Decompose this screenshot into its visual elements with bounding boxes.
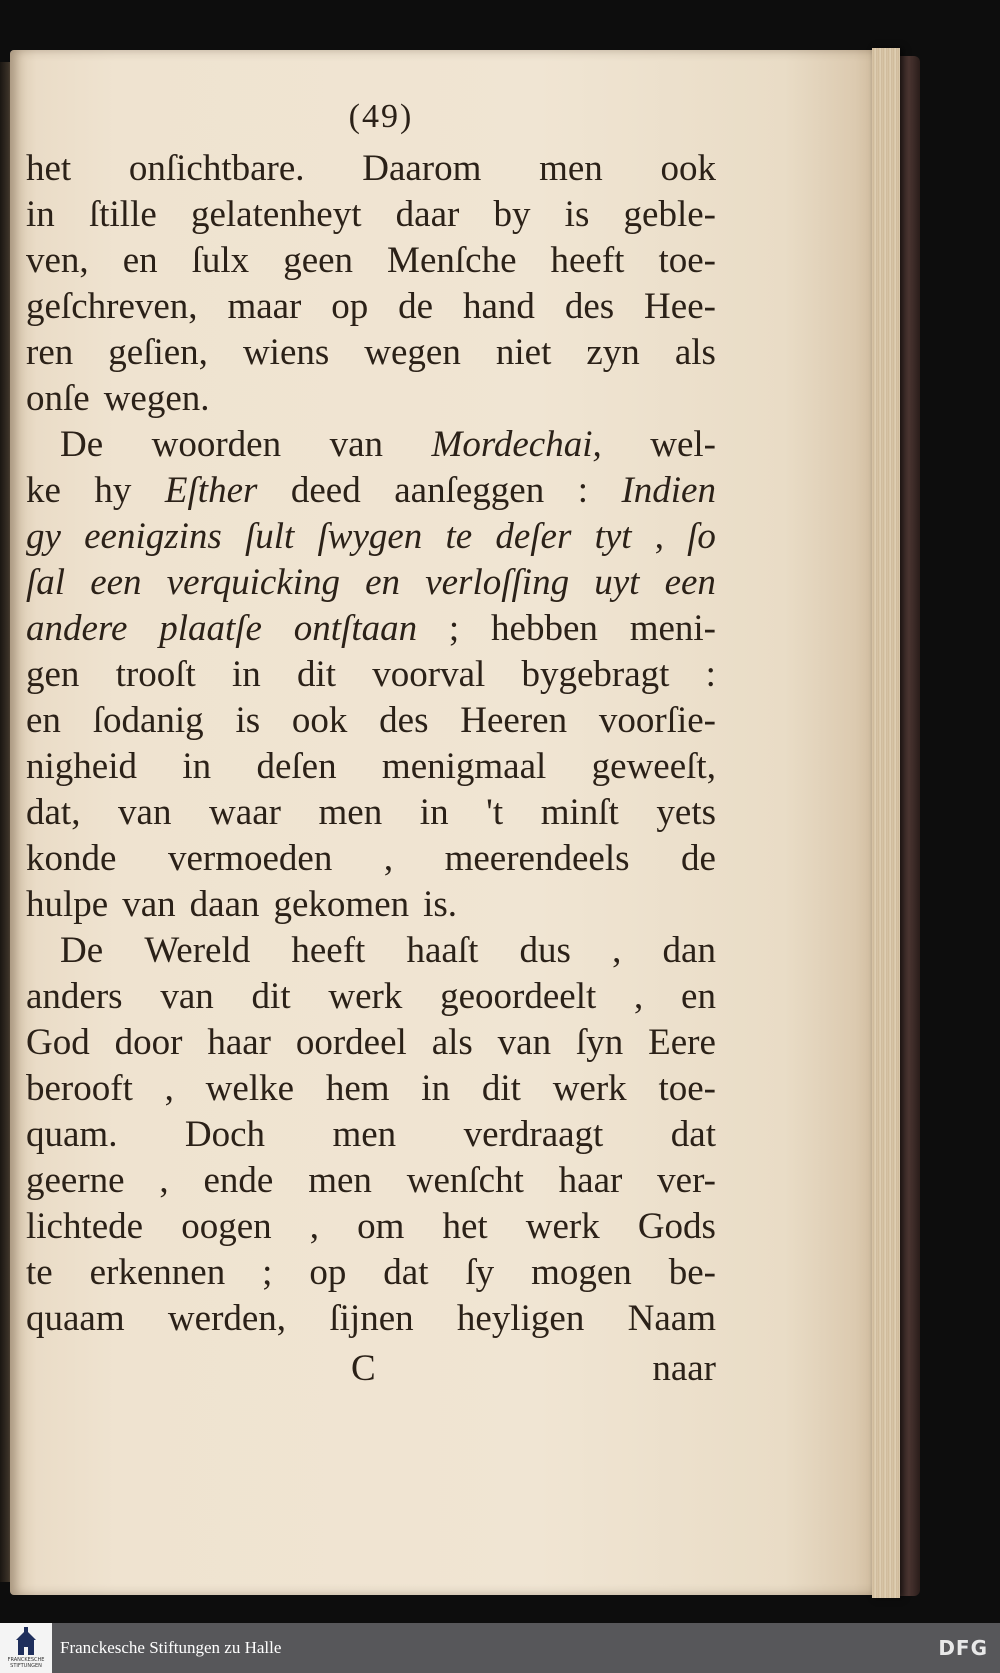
word: hebben bbox=[491, 608, 598, 649]
word: Wereld bbox=[144, 930, 251, 971]
word: God bbox=[26, 1022, 90, 1063]
text-line bbox=[26, 1066, 716, 1112]
word: door bbox=[114, 1022, 183, 1063]
word: is bbox=[564, 194, 590, 235]
word: van bbox=[118, 792, 172, 833]
word: andere bbox=[26, 608, 128, 649]
word: heyligen bbox=[456, 1298, 585, 1339]
word: haaſt bbox=[406, 930, 479, 971]
word: ſijnen bbox=[329, 1298, 414, 1339]
word: hem bbox=[325, 1068, 390, 1109]
word: in bbox=[419, 792, 449, 833]
text-line bbox=[26, 606, 716, 652]
text-line bbox=[26, 1112, 716, 1158]
word: ; bbox=[448, 608, 460, 649]
word: haar bbox=[558, 1160, 623, 1201]
word: in bbox=[182, 746, 212, 787]
word: berooft bbox=[26, 1068, 133, 1109]
text-line bbox=[26, 376, 716, 422]
word: men bbox=[539, 148, 603, 189]
word: meni- bbox=[629, 608, 716, 649]
word: is bbox=[235, 700, 261, 741]
word: geweeſt, bbox=[591, 746, 716, 787]
word: Daarom bbox=[362, 148, 482, 189]
word: men bbox=[332, 1114, 397, 1155]
word: haar bbox=[207, 1022, 271, 1063]
word: dit bbox=[481, 1068, 521, 1109]
viewer-footer-bar bbox=[0, 1623, 1000, 1673]
word: Heeren bbox=[460, 700, 568, 741]
word: quam. bbox=[26, 1114, 118, 1155]
word: heeft bbox=[550, 240, 625, 281]
word: , bbox=[309, 1206, 319, 1247]
text-line bbox=[26, 1296, 716, 1342]
word: dat, bbox=[26, 792, 81, 833]
word: ven, bbox=[26, 240, 89, 281]
text-line bbox=[26, 652, 716, 698]
word: Eſther bbox=[164, 470, 258, 511]
word: ook bbox=[291, 700, 348, 741]
word: deſen bbox=[256, 746, 337, 787]
word: het bbox=[26, 148, 72, 189]
word: mogen bbox=[531, 1252, 632, 1293]
book-cover-edge bbox=[898, 56, 920, 1596]
text-line bbox=[26, 468, 716, 514]
word: Gods bbox=[637, 1206, 716, 1247]
word: Hee- bbox=[644, 286, 716, 327]
word: in bbox=[26, 194, 55, 235]
word: dit bbox=[251, 976, 291, 1017]
word: wegen bbox=[364, 332, 461, 373]
word: op bbox=[309, 1252, 347, 1293]
catchword: naar bbox=[652, 1348, 716, 1389]
text-line bbox=[26, 698, 716, 744]
text-line bbox=[26, 146, 716, 192]
page-footer bbox=[26, 1346, 716, 1392]
page-text bbox=[26, 100, 716, 1392]
word: ende bbox=[203, 1160, 274, 1201]
word: gelatenheyt bbox=[190, 194, 362, 235]
word: konde bbox=[26, 838, 117, 879]
word: om bbox=[357, 1206, 405, 1247]
word: oordeel bbox=[295, 1022, 407, 1063]
word: verdraagt bbox=[463, 1114, 604, 1155]
page-stack-edge bbox=[872, 48, 900, 1598]
text-line bbox=[26, 836, 716, 882]
word: Eere bbox=[648, 1022, 716, 1063]
word: deed bbox=[290, 470, 361, 511]
word: en bbox=[122, 240, 158, 281]
word: toe- bbox=[658, 240, 716, 281]
text-line bbox=[26, 1204, 716, 1250]
word: voorſie- bbox=[598, 700, 716, 741]
word: geſchreven, bbox=[26, 286, 198, 327]
word: de bbox=[398, 286, 434, 327]
word: minſt bbox=[540, 792, 619, 833]
word: gekomen bbox=[273, 884, 410, 925]
word: nigheid bbox=[26, 746, 137, 787]
word: geſien, bbox=[108, 332, 208, 373]
word: een bbox=[90, 562, 142, 603]
word: onſe bbox=[26, 378, 90, 419]
word: lichtede bbox=[26, 1206, 144, 1247]
word: des bbox=[379, 700, 429, 741]
word: Indien bbox=[621, 470, 716, 511]
word: ſy bbox=[465, 1252, 495, 1293]
word: dus bbox=[519, 930, 571, 971]
text-line bbox=[26, 928, 716, 974]
word: ſtille bbox=[88, 194, 157, 235]
word: , bbox=[612, 930, 622, 971]
word: is. bbox=[423, 884, 458, 925]
word: De bbox=[60, 930, 104, 971]
word: onſichtbare. bbox=[128, 148, 305, 189]
text-line bbox=[26, 514, 716, 560]
word: in bbox=[232, 654, 261, 695]
word: quaam bbox=[26, 1298, 125, 1339]
text-line bbox=[26, 560, 716, 606]
word: daar bbox=[395, 194, 460, 235]
text-line bbox=[26, 882, 716, 928]
word: Menſche bbox=[387, 240, 517, 281]
word: hy bbox=[94, 470, 132, 511]
word: ke bbox=[26, 470, 61, 511]
word: men bbox=[318, 792, 383, 833]
text-line bbox=[26, 744, 716, 790]
word: van bbox=[122, 884, 176, 925]
word: niet bbox=[495, 332, 552, 373]
text-line bbox=[26, 330, 716, 376]
institution-name[interactable]: Franckesche Stiftungen zu Halle bbox=[60, 1638, 282, 1657]
word: welke bbox=[205, 1068, 295, 1109]
word: erkennen bbox=[89, 1252, 226, 1293]
orphanage-building-icon bbox=[15, 1627, 37, 1657]
word: het bbox=[442, 1206, 488, 1247]
word: ſult bbox=[244, 516, 295, 557]
word: menigmaal bbox=[381, 746, 547, 787]
word: verloſſing bbox=[425, 562, 570, 603]
word: ren bbox=[26, 332, 74, 373]
word: ſulx bbox=[191, 240, 250, 281]
word: : bbox=[705, 654, 716, 695]
word: waar bbox=[209, 792, 281, 833]
word: wel- bbox=[650, 424, 716, 465]
word: geerne bbox=[26, 1160, 125, 1201]
word: werk bbox=[552, 1068, 627, 1109]
word: wenſcht bbox=[406, 1160, 524, 1201]
word: Doch bbox=[184, 1114, 266, 1155]
word: en bbox=[681, 976, 716, 1017]
word: , bbox=[159, 1160, 169, 1201]
word: , bbox=[654, 516, 664, 557]
word: op bbox=[331, 286, 369, 327]
word: hand bbox=[463, 286, 535, 327]
word: maar bbox=[227, 286, 302, 327]
word: ver- bbox=[657, 1160, 716, 1201]
word: als bbox=[431, 1022, 473, 1063]
text-line bbox=[26, 192, 716, 238]
word: yets bbox=[656, 792, 716, 833]
word: daan bbox=[189, 884, 260, 925]
word: ontſtaan bbox=[293, 608, 418, 649]
word: en bbox=[26, 700, 61, 741]
word: Naam bbox=[627, 1298, 716, 1339]
word: een bbox=[664, 562, 716, 603]
text-line bbox=[26, 1158, 716, 1204]
word: gy bbox=[26, 516, 61, 557]
word: dit bbox=[297, 654, 337, 695]
word: , bbox=[164, 1068, 174, 1109]
word: van bbox=[160, 976, 214, 1017]
word: trooſt bbox=[115, 654, 196, 695]
word: by bbox=[493, 194, 531, 235]
word: wegen. bbox=[103, 378, 210, 419]
word: werk bbox=[525, 1206, 600, 1247]
word: tyt bbox=[594, 516, 632, 557]
text-line bbox=[26, 974, 716, 1020]
word: van bbox=[497, 1022, 552, 1063]
word: plaatſe bbox=[159, 608, 262, 649]
word: men bbox=[308, 1160, 372, 1201]
word: ſal bbox=[26, 562, 66, 603]
word: wiens bbox=[242, 332, 330, 373]
word: als bbox=[674, 332, 716, 373]
dfg-logo[interactable]: DFG bbox=[938, 1636, 988, 1660]
word: verquicking bbox=[166, 562, 340, 603]
institution-logo[interactable] bbox=[0, 1623, 52, 1673]
word: : bbox=[577, 470, 588, 511]
logo-caption: FRANCKESCHE STIFTUNGEN bbox=[7, 1657, 45, 1669]
text-line bbox=[26, 1250, 716, 1296]
word: ſwygen bbox=[317, 516, 423, 557]
word: anders bbox=[26, 976, 123, 1017]
word: werk bbox=[328, 976, 403, 1017]
word: woorden bbox=[151, 424, 282, 465]
word: vermoeden bbox=[167, 838, 333, 879]
word: des bbox=[564, 286, 615, 327]
word: voorval bbox=[372, 654, 486, 695]
text-lines bbox=[26, 146, 716, 1342]
word: 't bbox=[486, 792, 504, 833]
word: meerendeels bbox=[444, 838, 630, 879]
page-number: (49) bbox=[348, 98, 414, 135]
word: te bbox=[445, 516, 473, 557]
signature-mark: C bbox=[351, 1348, 376, 1389]
word: gen bbox=[26, 654, 80, 695]
word: de bbox=[681, 838, 716, 879]
word: ; bbox=[262, 1252, 273, 1293]
word: dat bbox=[383, 1252, 429, 1293]
word: geoordeelt bbox=[440, 976, 597, 1017]
word: De bbox=[60, 424, 104, 465]
word: aanſeggen bbox=[394, 470, 545, 511]
word: toe- bbox=[658, 1068, 716, 1109]
word: dan bbox=[662, 930, 716, 971]
word: ſyn bbox=[575, 1022, 624, 1063]
word: heeft bbox=[291, 930, 366, 971]
word: oogen bbox=[181, 1206, 272, 1247]
word: bygebragt bbox=[521, 654, 670, 695]
word: , bbox=[383, 838, 394, 879]
word: be- bbox=[668, 1252, 716, 1293]
word: dat bbox=[670, 1114, 716, 1155]
word: ook bbox=[660, 148, 716, 189]
text-line bbox=[26, 1020, 716, 1066]
word: ſo bbox=[687, 516, 716, 557]
word: eenigzins bbox=[84, 516, 222, 557]
word: Mordechai, bbox=[431, 424, 602, 465]
word: hulpe bbox=[26, 884, 109, 925]
word: geen bbox=[283, 240, 354, 281]
word: te bbox=[26, 1252, 53, 1293]
word: deſer bbox=[495, 516, 572, 557]
text-line bbox=[26, 422, 716, 468]
word: werden, bbox=[167, 1298, 287, 1339]
word: , bbox=[634, 976, 644, 1017]
word: uyt bbox=[594, 562, 640, 603]
word: geble- bbox=[623, 194, 716, 235]
word: van bbox=[329, 424, 384, 465]
text-line bbox=[26, 284, 716, 330]
text-line bbox=[26, 790, 716, 836]
word: ſodanig bbox=[92, 700, 204, 741]
word: zyn bbox=[586, 332, 640, 373]
word: in bbox=[421, 1068, 451, 1109]
text-line bbox=[26, 238, 716, 284]
word: en bbox=[365, 562, 401, 603]
